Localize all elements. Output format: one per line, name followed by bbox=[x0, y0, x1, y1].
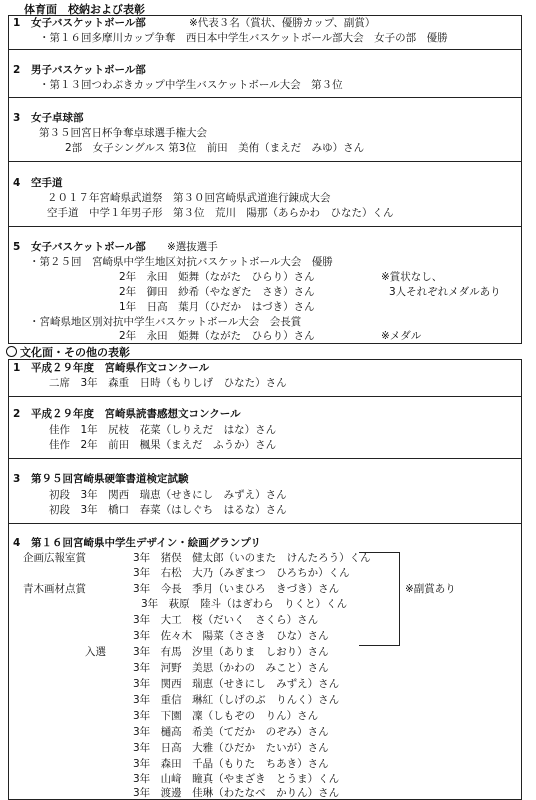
culture-item-2-num: 2 bbox=[13, 408, 21, 420]
winner-row: 3年 山﨑 瞳真（やまざき とうま）くん bbox=[133, 773, 340, 785]
sports-item-2-title: 男子バスケットボール部 bbox=[31, 64, 146, 76]
sports-item-3-title: 女子卓球部 bbox=[31, 112, 84, 124]
culture-item-4-num: 4 bbox=[13, 537, 21, 549]
winner-row: 3年 森田 千晶（もりた ちあき）さん bbox=[133, 758, 329, 770]
winner-row: 3年 今長 季月（いまひろ きづき）さん bbox=[133, 583, 340, 595]
divider bbox=[9, 523, 521, 524]
culture-item-2-line-2: 佳作 2年 前田 楓果（まえだ ふうか）さん bbox=[49, 439, 277, 451]
culture-item-3-line-1: 初段 3年 関西 瑞恵（せきにし みずえ）さん bbox=[49, 489, 287, 501]
sports-item-2-line: ・第１３回つわぶきカップ中学生バスケットボール大会 第３位 bbox=[39, 79, 343, 91]
divider bbox=[9, 97, 521, 98]
sports-item-5-note: ※選抜選手 bbox=[167, 241, 218, 253]
winner-row: 3年 河野 美思（かわの みこと）さん bbox=[133, 662, 329, 674]
sports-item-5-line-1: ・第２５回 宮崎県中学生地区対抗バスケットボール大会 優勝 bbox=[29, 256, 333, 268]
sports-item-5-line-5: ・宮崎県地区別対抗中学生バスケットボール大会 会長賞 bbox=[29, 316, 302, 328]
winner-row: 3年 大工 桜（だいく さくら）さん bbox=[133, 614, 319, 626]
bracket bbox=[359, 552, 400, 646]
sports-item-4-title: 空手道 bbox=[31, 177, 63, 189]
winner-row: 3年 右松 大乃（みぎまつ ひろちか）くん bbox=[133, 567, 350, 579]
winner-row: 3年 樋高 希美（てだか のぞみ）さん bbox=[133, 726, 329, 738]
sports-box bbox=[8, 15, 522, 344]
award-kikaku-label: 企画広報室賞 bbox=[23, 552, 86, 564]
divider bbox=[9, 161, 521, 162]
culture-item-1-title: 平成２９年度 宮崎県作文コンクール bbox=[31, 362, 210, 374]
sports-item-1-note: ※代表３名（賞状、優勝カップ、副賞） bbox=[189, 17, 376, 29]
divider bbox=[9, 226, 521, 227]
culture-item-3-title: 第９５回宮崎県硬筆書道検定試験 bbox=[31, 473, 189, 485]
winner-row: 3年 下園 凜（しもぞの りん）さん bbox=[133, 710, 319, 722]
winner-row: 3年 渡邊 佳琳（わたなべ かりん）さん bbox=[133, 787, 340, 799]
award-aoki-label: 青木画材点賞 bbox=[23, 583, 86, 595]
sports-item-4-num: 4 bbox=[13, 177, 21, 189]
culture-section-header bbox=[6, 344, 130, 360]
sports-item-5-side-note-1: ※賞状なし、 bbox=[381, 271, 443, 283]
divider bbox=[9, 49, 521, 50]
sports-item-5-line-4: 1年 日高 葉月（ひだか はづき）さん bbox=[119, 301, 315, 313]
sports-item-3-num: 3 bbox=[13, 112, 21, 124]
sports-item-4-line-2: 空手道 中学１年男子形 第３位 荒川 陽那（あらかわ ひなた）くん bbox=[47, 207, 394, 219]
winner-row: 3年 有馬 汐里（ありま しおり）さん bbox=[133, 646, 329, 658]
culture-item-1-line: 二席 3年 森重 日時（もりしげ ひなた）さん bbox=[49, 377, 287, 389]
sports-item-3-line-1: 第３５回宮日杯争奪卓球選手権大会 bbox=[39, 127, 207, 139]
culture-section-header-text: 文化面・その他の表彰 bbox=[20, 346, 130, 359]
sports-item-5-line-2: 2年 永田 姫舞（ながた ひらり）さん bbox=[119, 271, 315, 283]
culture-item-1-num: 1 bbox=[13, 362, 21, 374]
sports-item-1-title: 女子バスケットボール部 bbox=[31, 17, 146, 29]
sports-section-header: 体育面 校納および表彰 bbox=[24, 3, 145, 16]
sports-item-2-num: 2 bbox=[13, 64, 21, 76]
culture-item-3-line-2: 初段 3年 橋口 春菜（はしぐち はるな）さん bbox=[49, 504, 287, 516]
winner-row: 3年 日高 大雅（ひだか たいが）さん bbox=[133, 742, 329, 754]
winner-row: 3年 佐々木 陽菜（ささき ひな）さん bbox=[133, 630, 329, 642]
culture-item-3-num: 3 bbox=[13, 473, 21, 485]
sports-item-5-side-note-3: ※メダル bbox=[381, 330, 422, 342]
circle-bullet-icon bbox=[6, 346, 17, 357]
winner-row: 3年 萩原 陸斗（はぎわら りくと）くん bbox=[141, 598, 348, 610]
sports-item-5-line-6: 2年 永田 姫舞（ながた ひらり）さん bbox=[119, 330, 315, 342]
award-nyusen-label: 入選 bbox=[85, 646, 106, 658]
winner-row: 3年 重信 琳紅（しげのぶ りんく）さん bbox=[133, 694, 340, 706]
extra-prize-note: ※副賞あり bbox=[405, 583, 456, 595]
culture-item-2-title: 平成２９年度 宮崎県読書感想文コンクール bbox=[31, 408, 241, 420]
sports-item-5-line-3: 2年 御田 紗希（やなぎた さき）さん bbox=[119, 286, 315, 298]
culture-box bbox=[8, 359, 522, 800]
culture-item-2-line-1: 佳作 1年 尻枝 花菜（しりえだ はな）さん bbox=[49, 424, 277, 436]
divider bbox=[9, 396, 521, 397]
sports-item-5-title: 女子バスケットボール部 bbox=[31, 241, 146, 253]
sports-item-1-num: 1 bbox=[13, 17, 21, 29]
sports-item-5-num: 5 bbox=[13, 241, 21, 253]
culture-item-4-title: 第１６回宮崎県中学生デザイン・絵画グランプリ bbox=[31, 537, 261, 549]
winner-row: 3年 猪俣 健太郎（いのまた けんたろう）くん bbox=[133, 552, 371, 564]
sports-item-1-line: ・第１６回多摩川カップ争奪 西日本中学生バスケットボール部大会 女子の部 優勝 bbox=[39, 32, 448, 44]
divider bbox=[9, 458, 521, 459]
sports-item-4-line-1: ２０１７年宮崎県武道祭 第３０回宮崎県武道進行錬成大会 bbox=[47, 192, 331, 204]
sports-item-5-side-note-2: 3人それぞれメダルあり bbox=[389, 286, 501, 298]
sports-item-3-line-2: 2部 女子シングルス 第3位 前田 美侑（まえだ みゆ）さん bbox=[65, 142, 365, 154]
winner-row: 3年 関西 瑞恵（せきにし みずえ）さん bbox=[133, 678, 340, 690]
